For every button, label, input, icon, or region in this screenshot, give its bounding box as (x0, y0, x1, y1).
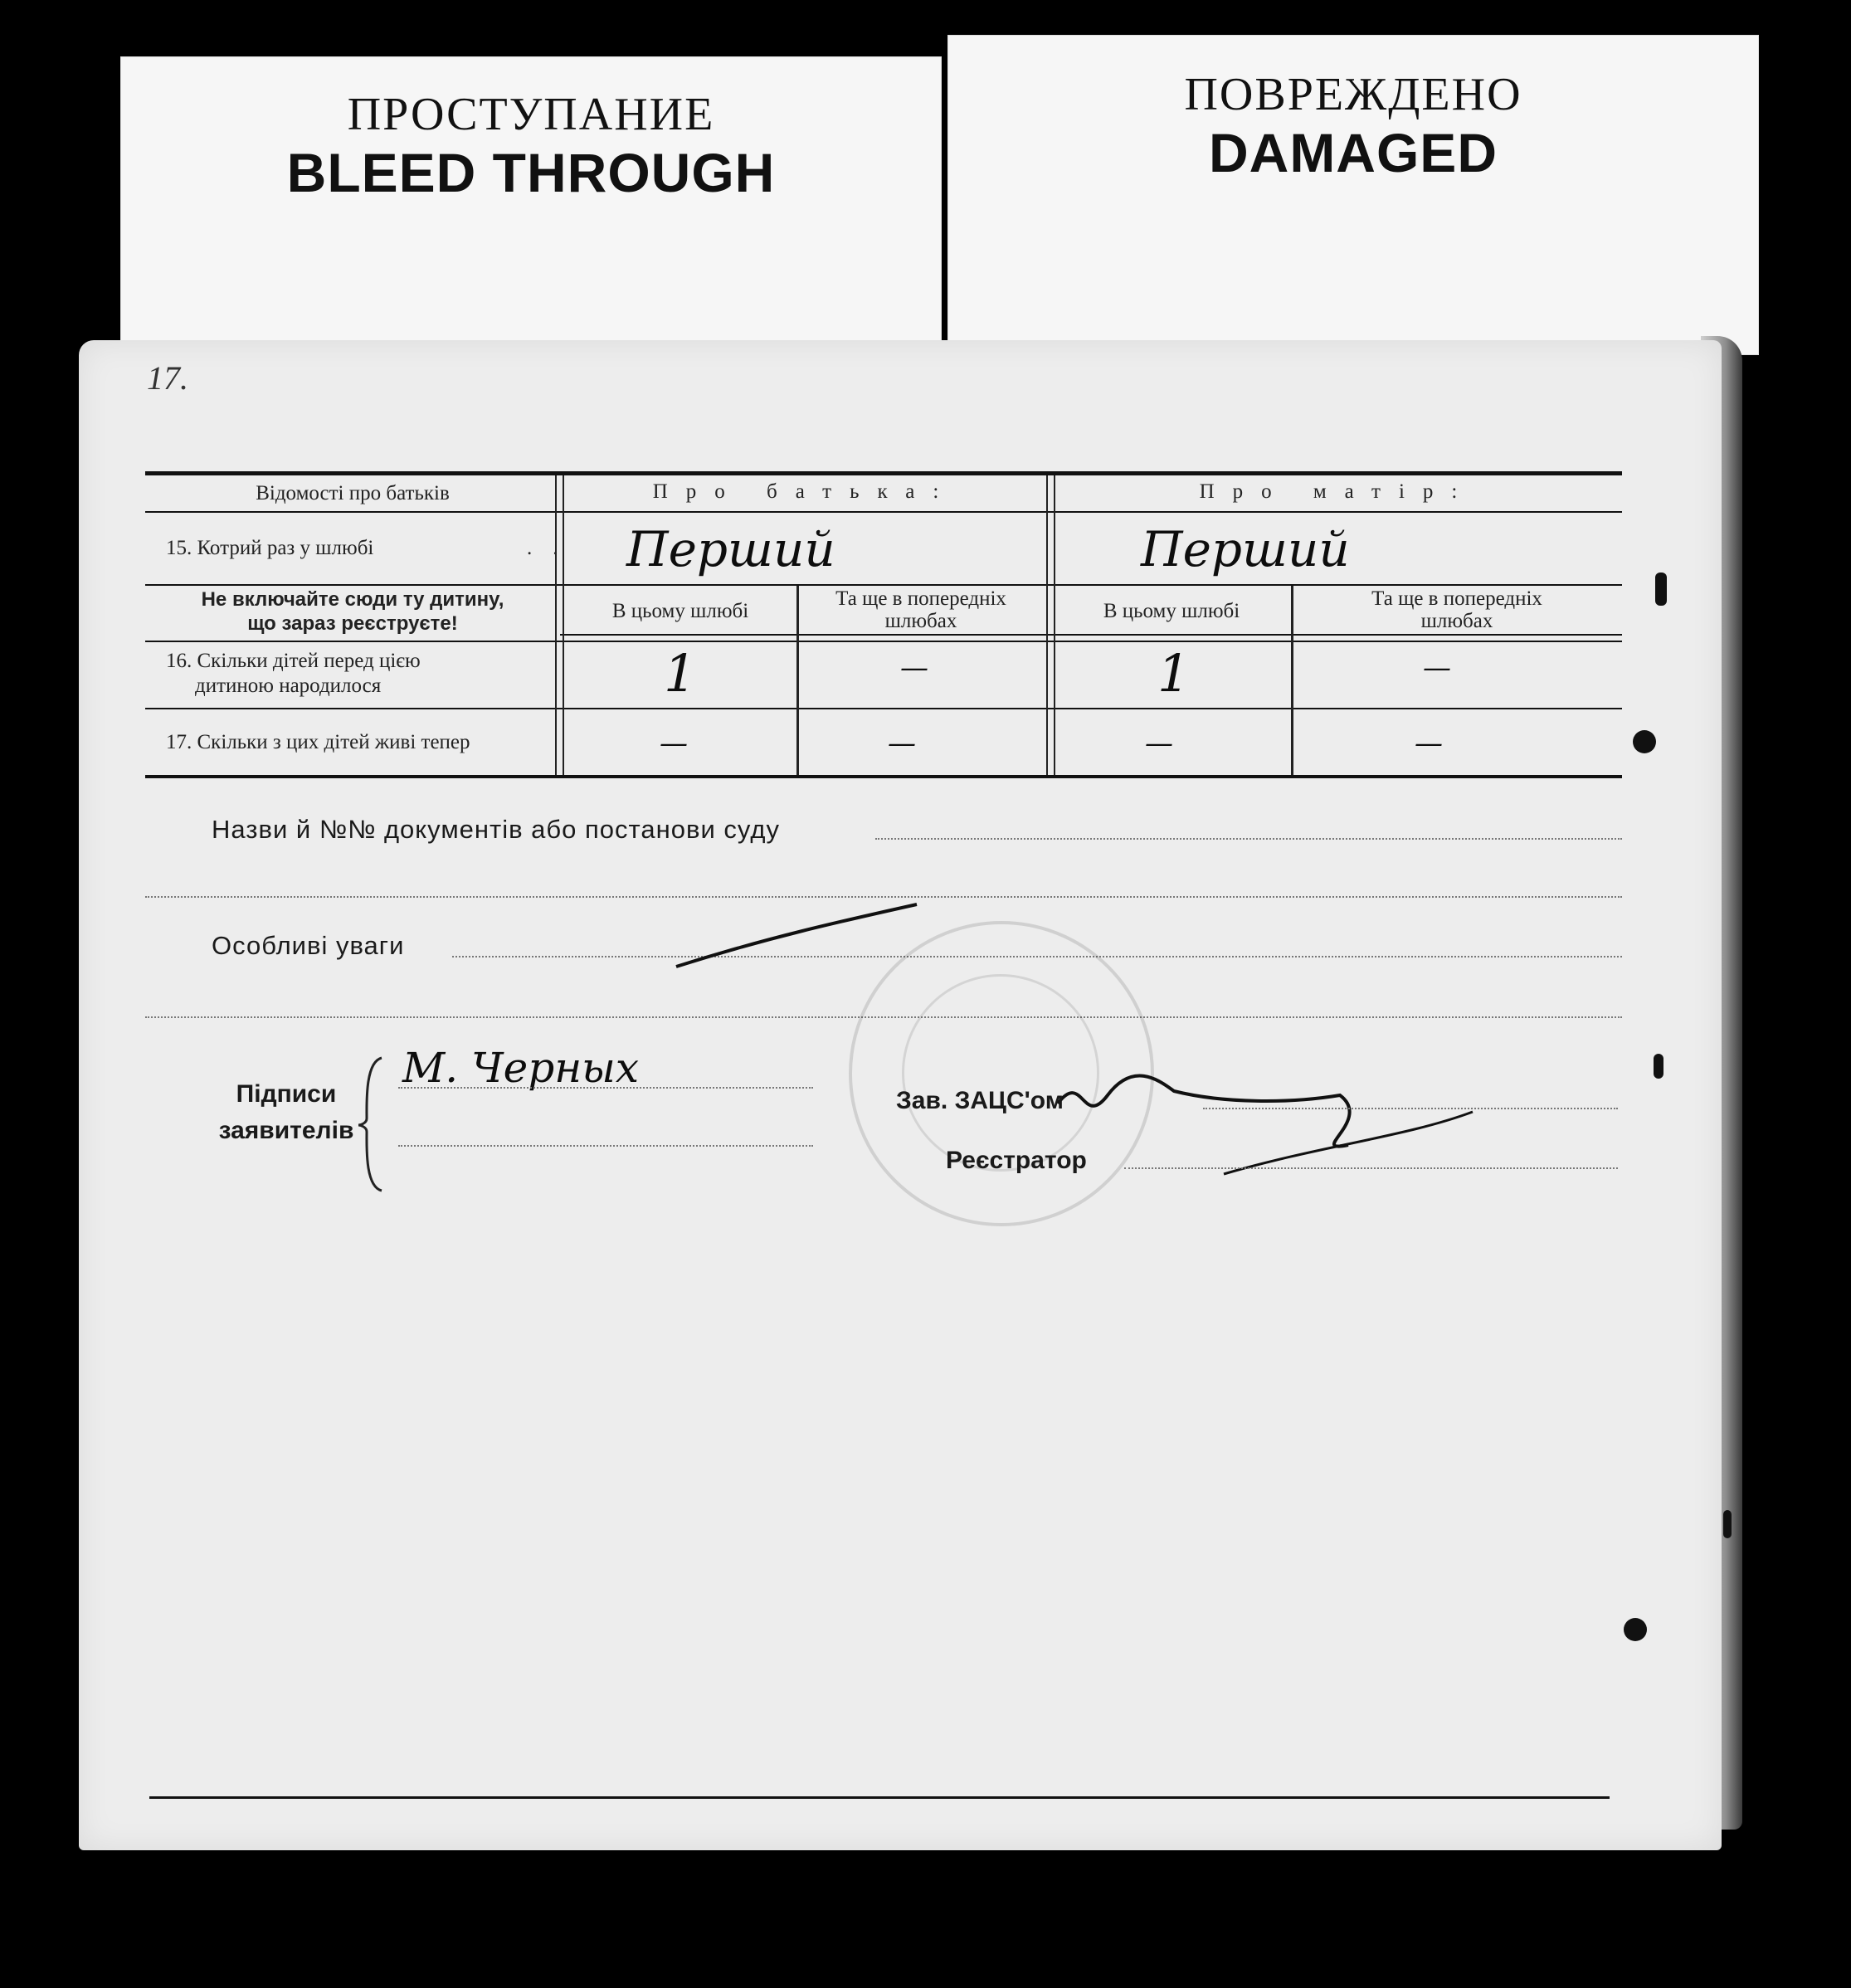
table-top-rule (145, 471, 1622, 475)
row16-mother-previous: — (1423, 651, 1451, 685)
official-stamp (849, 921, 1154, 1226)
row17-father-previous: — (888, 727, 916, 760)
bleed-through-en: BLEED THROUGH (286, 142, 776, 203)
father-previous-marriages-2: шлюбах (884, 610, 957, 632)
col-divider-1 (555, 475, 564, 775)
row15-label: 15. Котрий раз у шлюбі (166, 537, 374, 559)
registrar-label: Реєстратор (946, 1147, 1087, 1174)
signature-line-2 (398, 1145, 813, 1147)
bleed-through-ru: ПРОСТУПАНИЕ (347, 89, 715, 140)
note-line-1: Не включайте сюди ту дитину, (201, 588, 504, 611)
binding-slit-2 (1654, 1054, 1663, 1079)
signatures-brace (357, 1054, 390, 1195)
row15-dots: . . (527, 537, 558, 559)
damaged-card (947, 35, 1759, 355)
registrar-signature-tail (1224, 1112, 1473, 1174)
col-divider-mother-sub (1291, 586, 1293, 775)
row16-rule (145, 708, 1622, 709)
bottom-rule (149, 1796, 1610, 1799)
mother-previous-marriages-1: Та ще в попередніх (1371, 587, 1542, 610)
binding-hole-2 (1624, 1618, 1647, 1641)
header-rule (145, 511, 1622, 513)
mother-previous-marriages-2: шлюбах (1420, 610, 1493, 632)
header-father: Про батька: (652, 480, 957, 503)
corner-mark: 17. (147, 359, 188, 397)
row15-rule (145, 584, 1622, 586)
documents-line-1 (875, 838, 1622, 840)
binding-hole-1 (1633, 730, 1656, 753)
row16-father-current: 1 (664, 643, 697, 704)
damaged-en: DAMAGED (1209, 122, 1498, 183)
registrar-signature-line (1124, 1167, 1618, 1169)
bleed-through-card (120, 56, 942, 355)
documents-label: Назви й №№ документів або постанови суду (212, 815, 780, 844)
row16-mother-current: 1 (1157, 643, 1191, 704)
row17-mother-current: — (1145, 727, 1173, 760)
col-divider-2 (1046, 475, 1055, 775)
col-divider-father-sub (796, 586, 799, 775)
signatures-label-2: заявителів (218, 1117, 354, 1144)
row16-label-line-2: дитиною народилося (195, 675, 382, 697)
subheader-rule (560, 634, 1622, 636)
head-signature-line (1203, 1108, 1618, 1109)
mother-current-marriage: В цьому шлюбі (1103, 600, 1240, 622)
row15-father-handwriting: Перший (626, 521, 835, 577)
table-bottom-rule (145, 775, 1622, 778)
documents-line-2 (145, 896, 1622, 898)
row17-father-current: — (660, 727, 688, 760)
damaged-ru: ПОВРЕЖДЕНО (1184, 69, 1522, 120)
row17-label: 17. Скільки з цих дітей живі тепер (166, 731, 470, 753)
header-mother: Про матір: (1199, 480, 1476, 503)
binding-slit-1 (1655, 573, 1667, 606)
row16-label-line-1: 16. Скільки дітей перед цією (166, 650, 421, 672)
signature-line-1 (398, 1087, 813, 1089)
father-previous-marriages-1: Та ще в попередніх (835, 587, 1006, 610)
row16-father-previous: — (900, 651, 928, 685)
header-parents-info: Відомості про батьків (256, 482, 450, 504)
note-line-2: що зараз реєструєте! (247, 612, 458, 635)
applicant-signature: М. Черных (402, 1044, 640, 1092)
binding-slit-3 (1723, 1510, 1732, 1538)
head-of-registry-label: Зав. ЗАЦС'ом (896, 1087, 1064, 1114)
document-sheet (79, 340, 1722, 1850)
notes-label: Особливі уваги (212, 931, 405, 960)
row15-mother-handwriting: Перший (1141, 521, 1350, 577)
signatures-label-1: Підписи (236, 1080, 337, 1108)
row17-mother-previous: — (1415, 727, 1443, 760)
subheader-rule-2 (145, 641, 1622, 642)
father-current-marriage: В цьому шлюбі (611, 600, 749, 622)
